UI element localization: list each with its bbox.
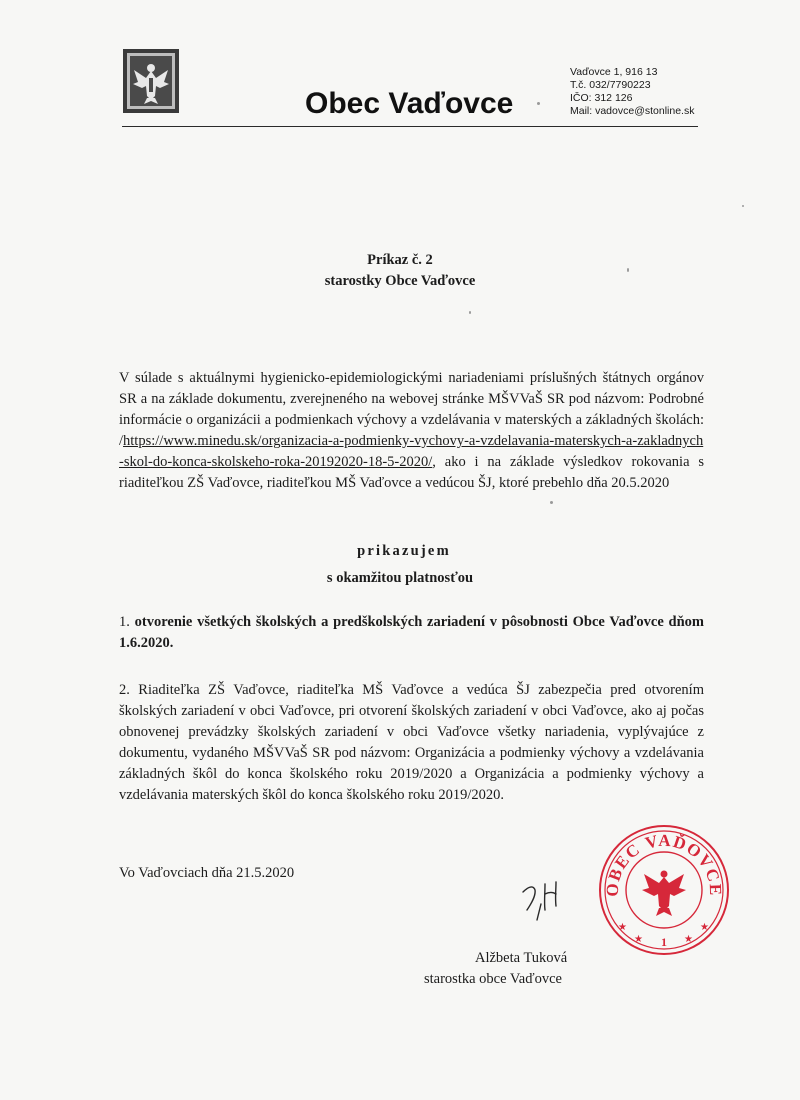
eagle-crest-icon: [122, 48, 180, 114]
svg-text:★: ★: [700, 922, 709, 933]
scan-speck: [742, 205, 744, 207]
contact-mail: Mail: vadovce@stonline.sk: [570, 105, 695, 117]
intro-paragraph: [119, 368, 704, 494]
contact-address: Vaďovce 1, 916 13: [570, 66, 658, 78]
contact-ico: IČO: 312 126: [570, 92, 633, 104]
stamp-text: OBEC VAĎOVCE: [602, 830, 726, 898]
contact-block: [570, 66, 694, 118]
order-point-2: [119, 680, 704, 806]
scan-speck: [469, 311, 471, 314]
signer-role: starostka obce Vaďovce: [424, 971, 562, 987]
intro-text: V súlade s aktuálnymi hygienicko-epidemiologickými nariadeniami príslušných štátnych orgánov SR a na základe dokumentu, zverejneného na webovej stránke MŠVVaŠ SR pod názvom: Podrobné informácie o organizácii a podmienkach výchovy a vzdelávania v materských a základných školách: /: [119, 370, 704, 449]
scan-speck: [537, 102, 540, 105]
order-heading: [0, 543, 800, 560]
document-title: Príkaz č. 2: [367, 252, 433, 268]
place-date: Vo Vaďovciach dňa 21.5.2020: [119, 865, 295, 881]
svg-text:★: ★: [634, 934, 643, 945]
point-2-number: 2.: [119, 682, 130, 698]
contact-phone: T.č. 032/7790223: [570, 79, 651, 91]
validity-heading: s okamžitou platnosťou: [326, 570, 474, 586]
point-1-number: 1.: [119, 614, 130, 630]
scan-speck: [627, 268, 629, 272]
letterhead-title: Obec Vaďovce: [305, 87, 514, 120]
ministry-link[interactable]: https://www.minedu.sk/organizacia-a-podmienky-vychovy-a-vzdelavania-materskych-a-zakladnych-skol-do-konca-skolskeho-roka-20192020-18-5-2020/: [119, 433, 704, 470]
intro-text-end: , ako i na základe výsledkov rokovania s riaditeľkou ZŠ Vaďovce, riaditeľkou MŠ Vaďovce a vedúcou ŠJ, ktoré prebehlo dňa 20.5.2020: [119, 454, 704, 491]
point-1-text: otvorenie všetkých školských a predškolských zariadení v pôsobnosti Obce Vaďovce dňom 1.6.2020.: [119, 614, 704, 651]
order-point-1: [119, 612, 704, 654]
svg-text:★: ★: [684, 934, 693, 945]
stamp-number: 1: [661, 935, 667, 949]
official-stamp-icon: [596, 820, 732, 956]
header-divider: [122, 126, 698, 127]
handwritten-signature: [515, 870, 575, 930]
document-subtitle: starostky Obce Vaďovce: [324, 273, 476, 289]
scan-speck: [550, 501, 553, 504]
point-2-text: Riaditeľka ZŠ Vaďovce, riaditeľka MŠ Vaďovce a vedúca ŠJ zabezpečia pred otvorením školských zariadení v obci Vaďovce, pri otvorení školských zariadení v obci Vaďovce, ako aj počas obnovenej prevádzky školských zariadení v obci Vaďovce všetky nariadenia, vyplývajúce z dokumentu, vydaného MŠVVaŠ SR pod názvom: Organizácia a podmienky výchovy a vzdelávania základných škôl do konca školského roku 2019/2020 a Organizácia a podmienky výchovy a vzdelávania materských škôl do konca školského roku 2019/2020.: [119, 682, 704, 803]
svg-text:★: ★: [618, 922, 627, 933]
order-word: prikazujem: [357, 543, 451, 559]
signer-name: Alžbeta Tuková: [475, 950, 568, 966]
